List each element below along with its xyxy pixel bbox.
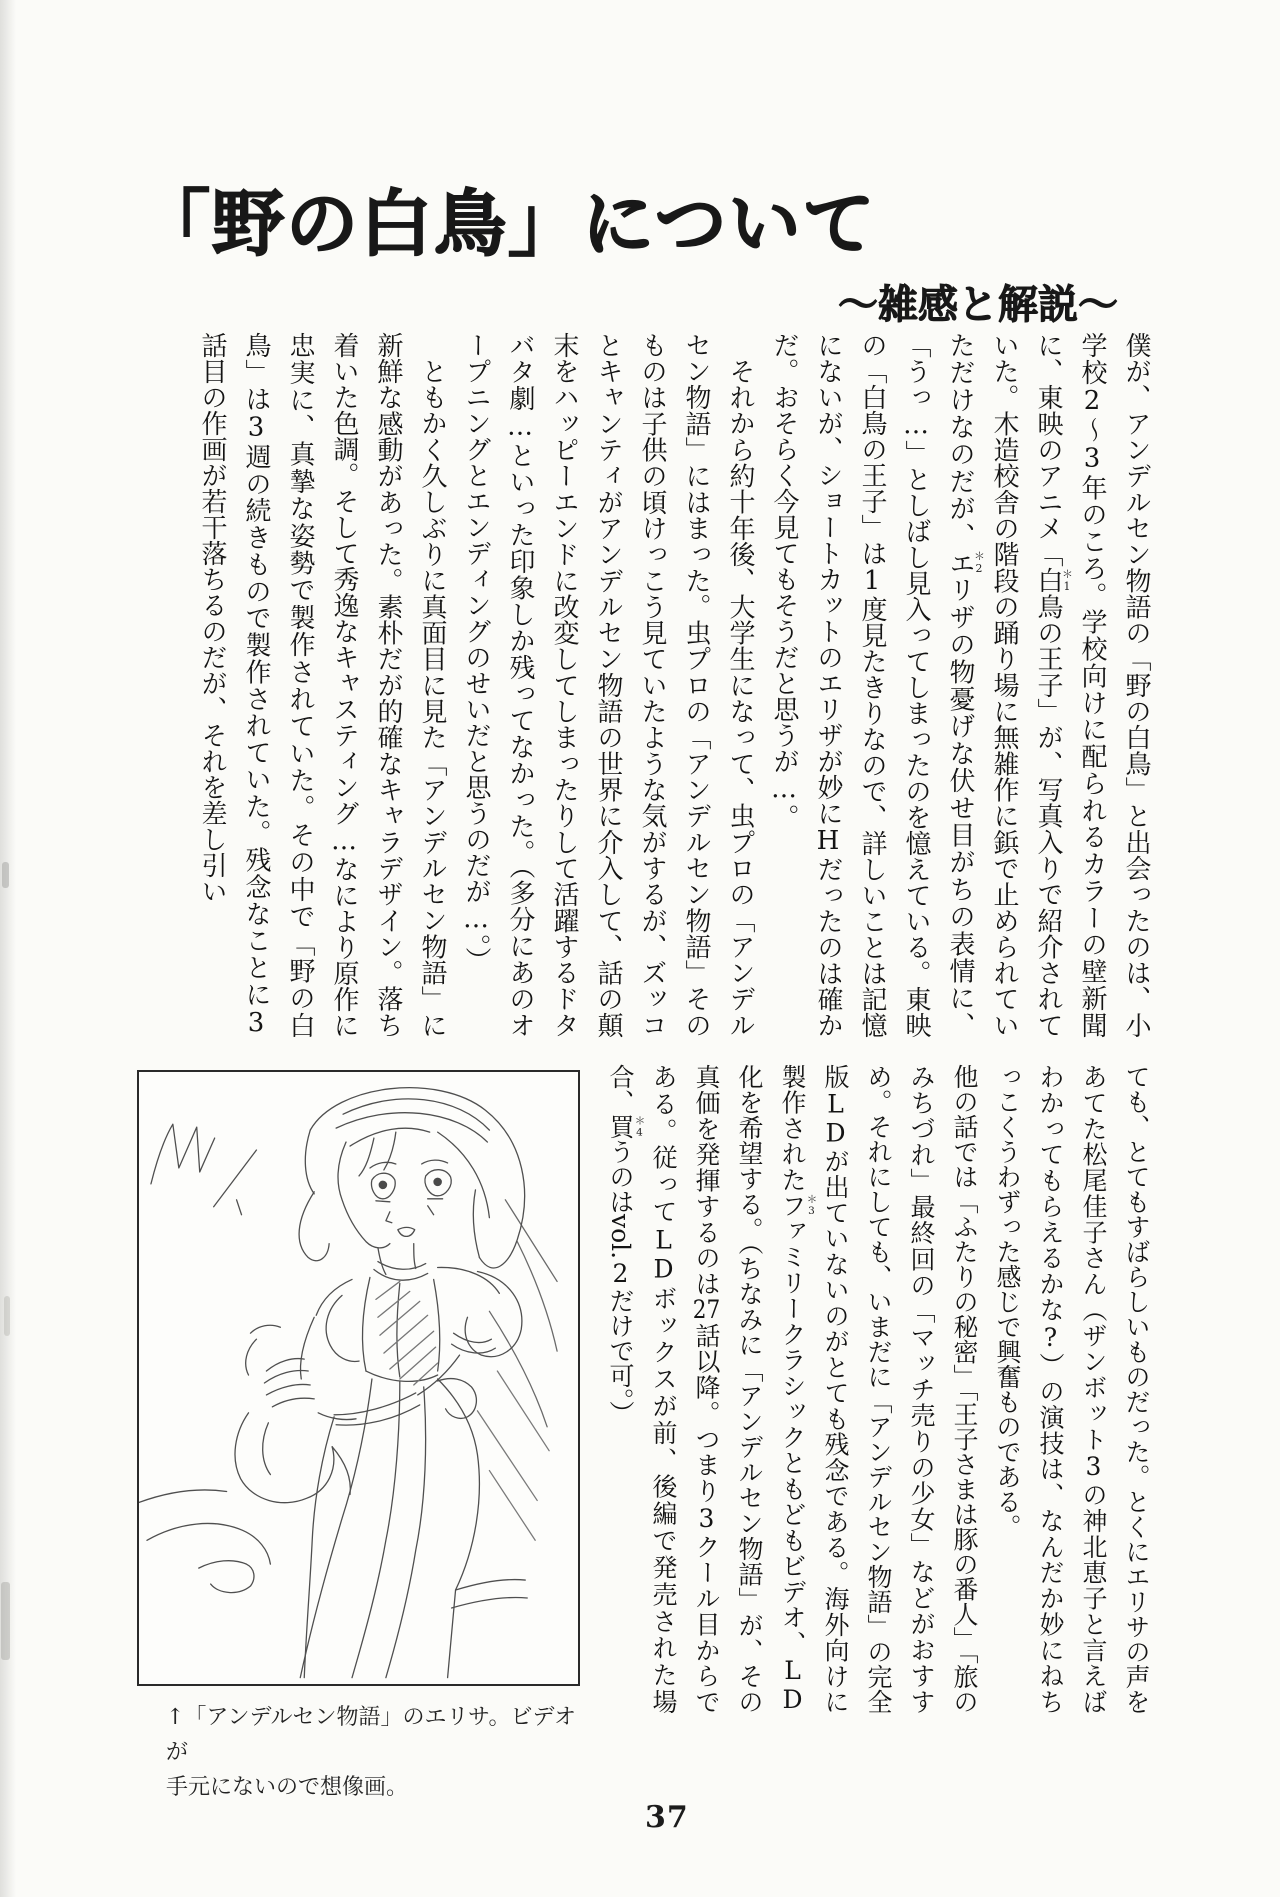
page-subtitle: ～雑感と解説～ [838, 281, 1118, 329]
scan-smudge [2, 862, 9, 888]
main-text-block-lower-right [599, 1064, 1158, 1714]
illustration-caption [166, 1700, 586, 1805]
caption-line-2: 手元にないので想像画。 [166, 1775, 409, 1800]
text-paragraph: 他の話では「ふたりの秘密」「王子さまは豚の番人」「旅のみちづれ」最終回の「マッチ売りの少女」などがおすすめ。それにしても、いまだに「アンデルセン物語」の完全版LDが出ていないのがとても残念である。海外向けに製作されたフ＊3ァミリークラシックともどもビデオ、LD化を希望する。（ちなみに「アンデルセン物語」が、その真価を発揮するのは27話以降。つまり3クール目からである。従ってLDボックスが前、後編で発売された場合、買＊4うのはvol.2だけで可。） [606, 1064, 979, 1715]
scan-smudge [4, 1296, 10, 1336]
main-text-block-upper [142, 332, 1158, 1038]
text-paragraph: 僕が、アンデルセン物語の「野の白鳥」と出会ったのは、小学校2～3年のころ。学校向けに配られるカラーの壁新聞に、東映のアニメ「白＊1鳥の王子」が、写真入りで紹介されていた。木造校舎の階段の踊り場に無雑作に鋲で止められていただけなのだが、エ＊2リザの物憂げな伏せ目がちの表情に、「うっ…」としばし見入ってしまったのを憶えている。東映の「白鳥の王子」は1度見たきりなので、詳しいことは記憶にないが、ショートカットのエリザが妙にHだったのは確かだ。おそらく今見てもそうだと思うが…。 [769, 332, 1151, 1039]
text-paragraph: ても、とてもすばらしいものだった。とくにエリサの声をあてた松尾佳子さん（ザンボット3の神北恵子と言えばわかってもらえるかな?）の演技は、なんだか妙にねちっこくうわずった感じで興奮ものである。 [993, 1064, 1151, 1714]
text-paragraph: それから約十年後、大学生になって、虫プロの「アンデルセン物語」にはまった。虫プロの「アンデルセン物語」そのものは子供の頃けっこう見ていたような気がするが、ズッコとキャンティがアンデルセン物語の世界に介入して、話の顛末をハッピーエンドに改変してしまったりして活躍するドタバタ劇…といった印象しか残ってなかった。（多分にあのオープニングとエンディングのせいだと思うのだが…。） [461, 332, 755, 1038]
caption-line-1: ↑「アンデルセン物語」のエリサ。ビデオが [166, 1705, 577, 1765]
footnote-marker: 白＊1 [1033, 567, 1074, 594]
illustration-frame [137, 1070, 580, 1686]
text-paragraph: ともかく久しぶりに真面目に見た「アンデルセン物語」に新鮮な感動があった。素朴だが的確なキャラデザイン。落ち着いた色調。そして秀逸なキャスティング…なにより原作に忠実に、真摯な姿勢で製作されていた。その中で「野の白鳥」は3週の続きもので製作されていた。残念なことに3話目の作画が若干落ちるのだが、それを差し引い [197, 332, 447, 1039]
footnote-marker: フ＊3 [778, 1192, 818, 1219]
sideways-latin-text: vol. [606, 1214, 635, 1260]
elisa-pencil-sketch [139, 1072, 578, 1684]
footnote-marker: 買＊4 [606, 1114, 646, 1139]
footnote-marker: エ＊2 [945, 549, 986, 577]
page-title: 「野の白鳥」について [138, 181, 877, 267]
horizontal-in-vertical-number: 27 [692, 1296, 721, 1322]
scan-smudge [1, 1582, 10, 1660]
page-number: 37 [645, 1800, 689, 1835]
